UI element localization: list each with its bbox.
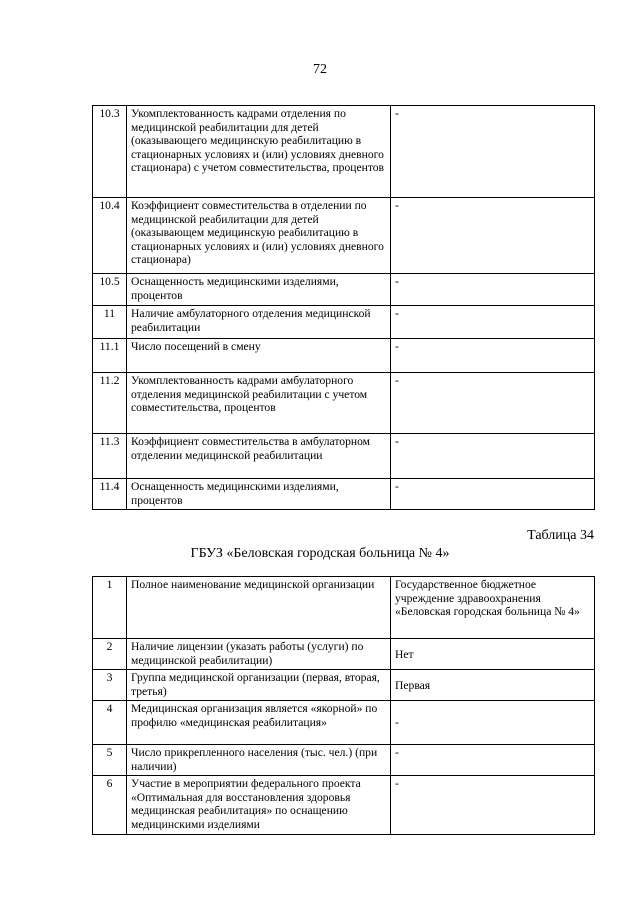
row-indicator: Полное наименование медицинской организации <box>127 577 391 639</box>
row-value: - <box>391 339 595 373</box>
row-number: 5 <box>93 745 127 776</box>
row-number: 4 <box>93 701 127 745</box>
table-row <box>93 577 595 639</box>
row-indicator: Число посещений в смену <box>127 339 391 373</box>
row-number: 1 <box>93 577 127 639</box>
indicators-table <box>92 105 595 510</box>
row-number: 11.3 <box>93 434 127 479</box>
row-number: 10.3 <box>93 106 127 198</box>
table-row <box>93 106 595 198</box>
page-number: 72 <box>313 62 327 77</box>
row-indicator: Укомплектованность кадрами отделения по медицинской реабилитации для детей (оказывающего медицинскую реабилитацию в стационарных условиях и (или) условиях дневного стационара) с учетом совместительства, процентов <box>127 106 391 198</box>
row-number: 11.4 <box>93 479 127 510</box>
table-row <box>93 306 595 339</box>
row-indicator: Укомплектованность кадрами амбулаторного отделения медицинской реабилитации с учетом совместительства, процентов <box>127 373 391 434</box>
row-value: - <box>391 306 595 339</box>
row-value: - <box>391 198 595 274</box>
row-value: Первая <box>391 670 595 701</box>
table-row <box>93 373 595 434</box>
row-indicator: Оснащенность медицинскими изделиями, процентов <box>127 479 391 510</box>
table-row <box>93 776 595 835</box>
row-value: - <box>391 776 595 835</box>
row-value: - <box>391 274 595 306</box>
table-caption: Таблица 34 <box>527 528 594 543</box>
row-number: 10.5 <box>93 274 127 306</box>
row-indicator: Коэффициент совместительства в отделении по медицинской реабилитации для детей (оказывающем медицинскую реабилитацию в стационарных условиях и (или) условиях дневного стационара) <box>127 198 391 274</box>
row-indicator: Оснащенность медицинскими изделиями, процентов <box>127 274 391 306</box>
row-value: - <box>391 434 595 479</box>
table-row <box>93 198 595 274</box>
row-value: - <box>391 373 595 434</box>
row-number: 2 <box>93 639 127 670</box>
table-row <box>93 434 595 479</box>
row-indicator: Наличие амбулаторного отделения медицинской реабилитации <box>127 306 391 339</box>
table-row <box>93 745 595 776</box>
row-indicator: Число прикрепленного населения (тыс. чел.) (при наличии) <box>127 745 391 776</box>
table-row <box>93 701 595 745</box>
row-value: Государственное бюджетное учреждение здравоохранения «Беловская городская больница № 4» <box>391 577 595 639</box>
row-number: 11.1 <box>93 339 127 373</box>
row-value: - <box>391 701 595 745</box>
row-indicator: Группа медицинской организации (первая, вторая, третья) <box>127 670 391 701</box>
row-number: 3 <box>93 670 127 701</box>
row-value: - <box>391 745 595 776</box>
row-indicator: Участие в мероприятии федерального проекта «Оптимальная для восстановления здоровья медицинская реабилитация» по оснащению медицинскими изделиями <box>127 776 391 835</box>
row-indicator: Медицинская организация является «якорной» по профилю «медицинская реабилитация» <box>127 701 391 745</box>
row-number: 10.4 <box>93 198 127 274</box>
table-row <box>93 670 595 701</box>
row-number: 11 <box>93 306 127 339</box>
table-row <box>93 479 595 510</box>
row-value: - <box>391 479 595 510</box>
table-row <box>93 339 595 373</box>
table-row <box>93 639 595 670</box>
organization-table <box>92 576 595 835</box>
row-value: - <box>391 106 595 198</box>
row-value: Нет <box>391 639 595 670</box>
table-row <box>93 274 595 306</box>
row-indicator: Наличие лицензии (указать работы (услуги) по медицинской реабилитации) <box>127 639 391 670</box>
row-number: 11.2 <box>93 373 127 434</box>
row-number: 6 <box>93 776 127 835</box>
row-indicator: Коэффициент совместительства в амбулаторном отделении медицинской реабилитации <box>127 434 391 479</box>
table-title: ГБУЗ «Беловская городская больница № 4» <box>190 546 450 561</box>
